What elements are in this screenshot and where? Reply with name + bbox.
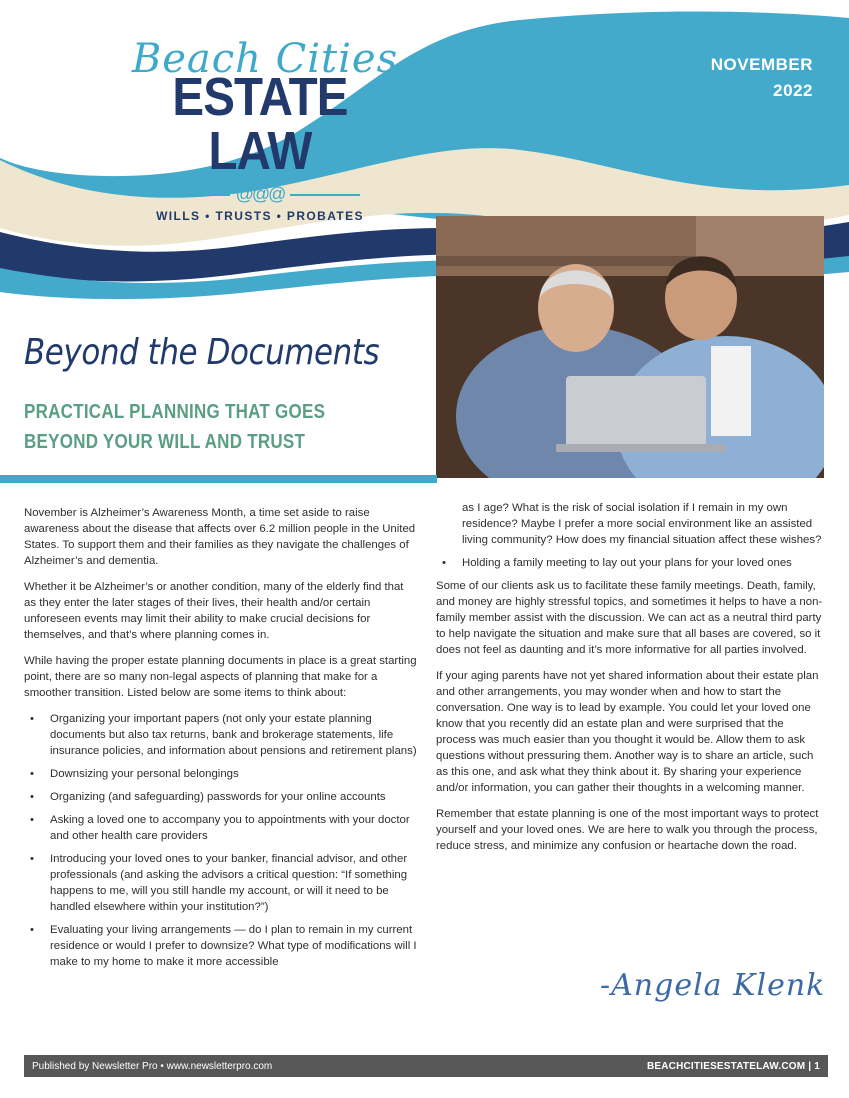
article-photo bbox=[436, 216, 824, 478]
list-item: • Downsizing your personal belongings bbox=[24, 766, 418, 782]
planning-list bbox=[24, 711, 418, 970]
list-item: • Holding a family meeting to lay out your plans for your loved ones bbox=[436, 555, 824, 571]
brand-logo bbox=[120, 38, 400, 223]
footer-bar bbox=[24, 1055, 828, 1077]
paragraph-intro-list: While having the proper estate planning documents in place is a great starting point, there are so many non-legal aspects of planning that make for a smoother transition. Listed below are some items to think about: bbox=[24, 655, 417, 699]
list-item: • Evaluating your living arrangements — do I plan to remain in my current residence or would I prefer to downsize? What type of modifications will I make to my home to make it more accessible bbox=[24, 922, 418, 970]
logo-main-text: ESTATE LAW bbox=[172, 67, 348, 181]
logo-tagline: WILLS • TRUSTS • PROBATES bbox=[156, 209, 364, 223]
wave-ornament-icon: @@@ bbox=[235, 184, 285, 204]
paragraph-family-meetings: Some of our clients ask us to facilitate these family meetings. Death, family, and money are highly stressful topics, and sometimes it helps to have a non-family member assist with the discussion. We can act as a neutral third party to help navigate the situation and make sure that all bases are covered, so it does not feel as daunting and it’s more informative for all parties involved. bbox=[436, 580, 823, 656]
planning-list-continued bbox=[436, 555, 824, 571]
photo-illustration bbox=[436, 216, 824, 478]
footer-site-page: BEACHCITIESESTATELAW.COM | 1 bbox=[646, 1060, 820, 1072]
footer-publisher: Published by Newsletter Pro • www.newsletterpro.com bbox=[32, 1060, 273, 1072]
list-item: • Asking a loved one to accompany you to appointments with your doctor and other health care providers bbox=[24, 812, 418, 844]
issue-year: 2022 bbox=[773, 81, 813, 100]
logo-ornament bbox=[120, 184, 400, 205]
list-item: • Introducing your loved ones to your banker, financial advisor, and other professionals (and asking the advisors a critical question: “If something happens to me, will you still handle my account, or will it need to be handled elsewhere within your institution?”) bbox=[24, 851, 418, 915]
list-item: • Organizing (and safeguarding) passwords for your online accounts bbox=[24, 789, 418, 805]
paragraph-awareness: November is Alzheimer’s Awareness Month, a time set aside to raise awareness about the disease that affects over 6.2 million people in the United States. To support them and their families as they navigate the challenges of Alzheimer’s and dementia. bbox=[24, 507, 416, 567]
right-column bbox=[436, 500, 824, 864]
list-item: • Organizing your important papers (not only your estate planning documents but also tax returns, bank and brokerage statements, life insurance policies, and information about pensions and retirement plans) bbox=[24, 711, 418, 759]
issue-month: NOVEMBER bbox=[710, 55, 813, 74]
paragraph-aging-parents: If your aging parents have not yet shared information about their estate plan and other arrangements, you may wonder when and how to start the conversation. One way is to lead by example. You could let your loved one know that you recently did an estate plan and were surprised that the process was much easier than you thought it would be. Allow them to ask questions without pressuring them. Another way is to share an article, such as this one, and ask what they think about it. By sharing your experience and/or information, you can gather their thoughts in a welcoming manner. bbox=[436, 670, 819, 794]
left-column bbox=[24, 505, 418, 977]
article-title: Beyond the Documents bbox=[24, 332, 380, 373]
article-subtitle: PRACTICAL PLANNING THAT GOES BEYOND YOUR WILL AND TRUST bbox=[24, 401, 326, 453]
logo-script-text: Beach Cities bbox=[131, 36, 399, 82]
list-item-continuation: as I age? What is the risk of social isolation if I remain in my own residence? Maybe I prefer a more social environment like an assisted living community? How does my financial situation affect these wishes? bbox=[462, 502, 822, 546]
author-signature: -Angela Klenk bbox=[600, 968, 826, 1003]
title-divider bbox=[0, 475, 437, 483]
issue-date bbox=[711, 52, 813, 104]
paragraph-closing: Remember that estate planning is one of the most important ways to protect yourself and your loved ones. We are here to walk you through the process, reduce stress, and minimize any confusion or heartache down the road. bbox=[436, 808, 819, 852]
paragraph-condition: Whether it be Alzheimer’s or another condition, many of the elderly find that as they enter the later stages of their lives, their health and/or certain unforeseen events may limit their ability to make crucial decisions for themselves, and that’s where planning comes in. bbox=[24, 581, 404, 641]
